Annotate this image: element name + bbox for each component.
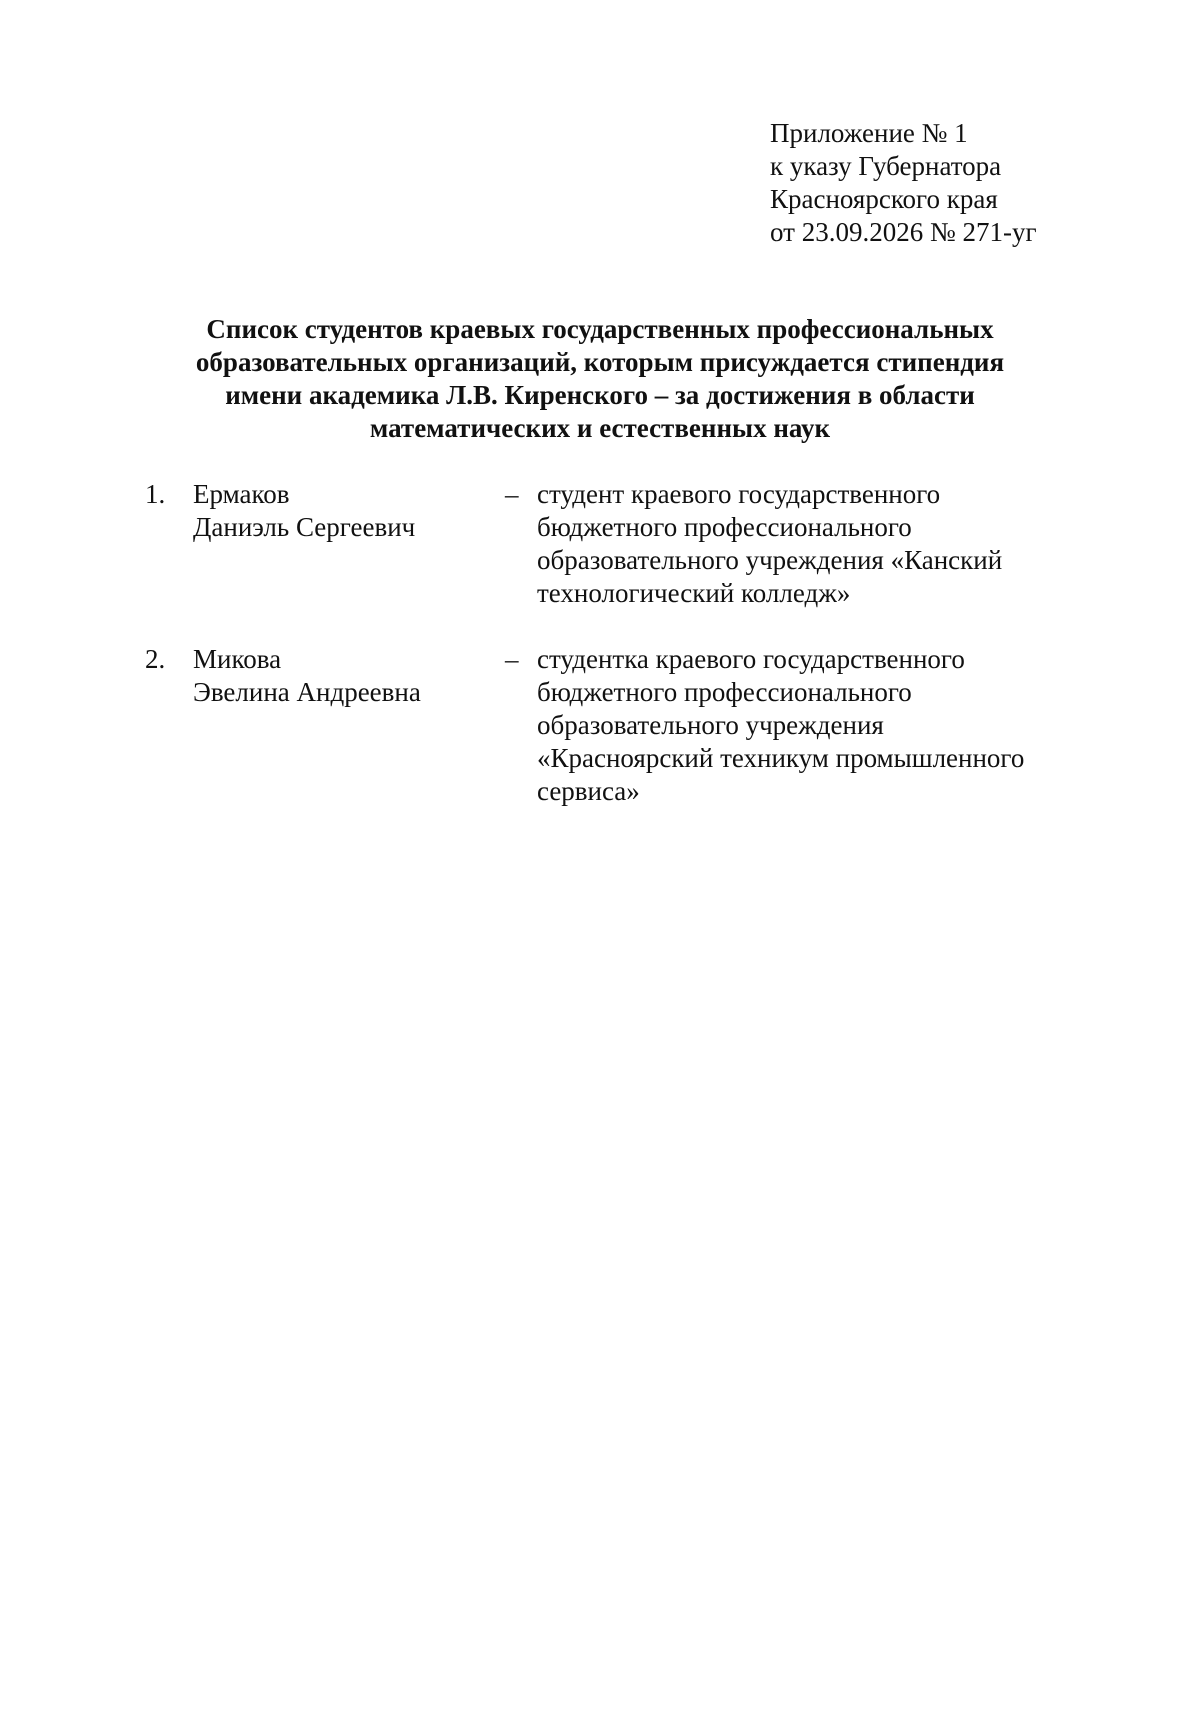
description-line: сервиса» (537, 776, 640, 806)
document-title (150, 313, 1050, 445)
description-line: студентка краевого государственного (537, 644, 965, 674)
student-list (0, 478, 1200, 808)
title-line: Список студентов краевых государственных профессиональных (206, 314, 994, 344)
student-given-name: Даниэль Сергеевич (193, 512, 416, 542)
description-line: бюджетного профессионального (537, 512, 912, 542)
title-line: образовательных организаций, которым присуждается стипендия (195, 347, 1005, 377)
student-name (193, 478, 415, 544)
student-description (537, 643, 1200, 808)
description-line: бюджетного профессионального (537, 677, 912, 707)
student-given-name: Эвелина Андреевна (193, 677, 421, 707)
description-line: студент краевого государственного (537, 479, 941, 509)
appendix-header (770, 117, 1037, 249)
description-line: образовательного учреждения (537, 710, 884, 740)
title-line: математических и естественных наук (369, 413, 831, 443)
description-line: «Красноярский техникум промышленного (537, 743, 1025, 773)
list-item (0, 643, 1200, 808)
student-surname: Микова (193, 644, 282, 674)
item-number: 1. (145, 479, 166, 509)
appendix-line: Приложение № 1 (770, 118, 968, 148)
appendix-line: к указу Губернатора (770, 151, 1002, 181)
student-name (193, 643, 421, 709)
description-line: технологический колледж» (537, 578, 851, 608)
appendix-line: от 23.09.2026 № 271-уг (770, 217, 1037, 247)
appendix-line: Красноярского края (770, 184, 998, 214)
description-line: образовательного учреждения «Канский (537, 545, 1003, 575)
separator-dash: – (505, 479, 519, 509)
separator-dash: – (505, 644, 519, 674)
item-number: 2. (145, 644, 166, 674)
list-item (0, 478, 1200, 610)
title-line: имени академика Л.В. Киренского – за достижения в области (225, 380, 975, 410)
student-surname: Ермаков (193, 479, 290, 509)
student-description (537, 478, 1200, 610)
